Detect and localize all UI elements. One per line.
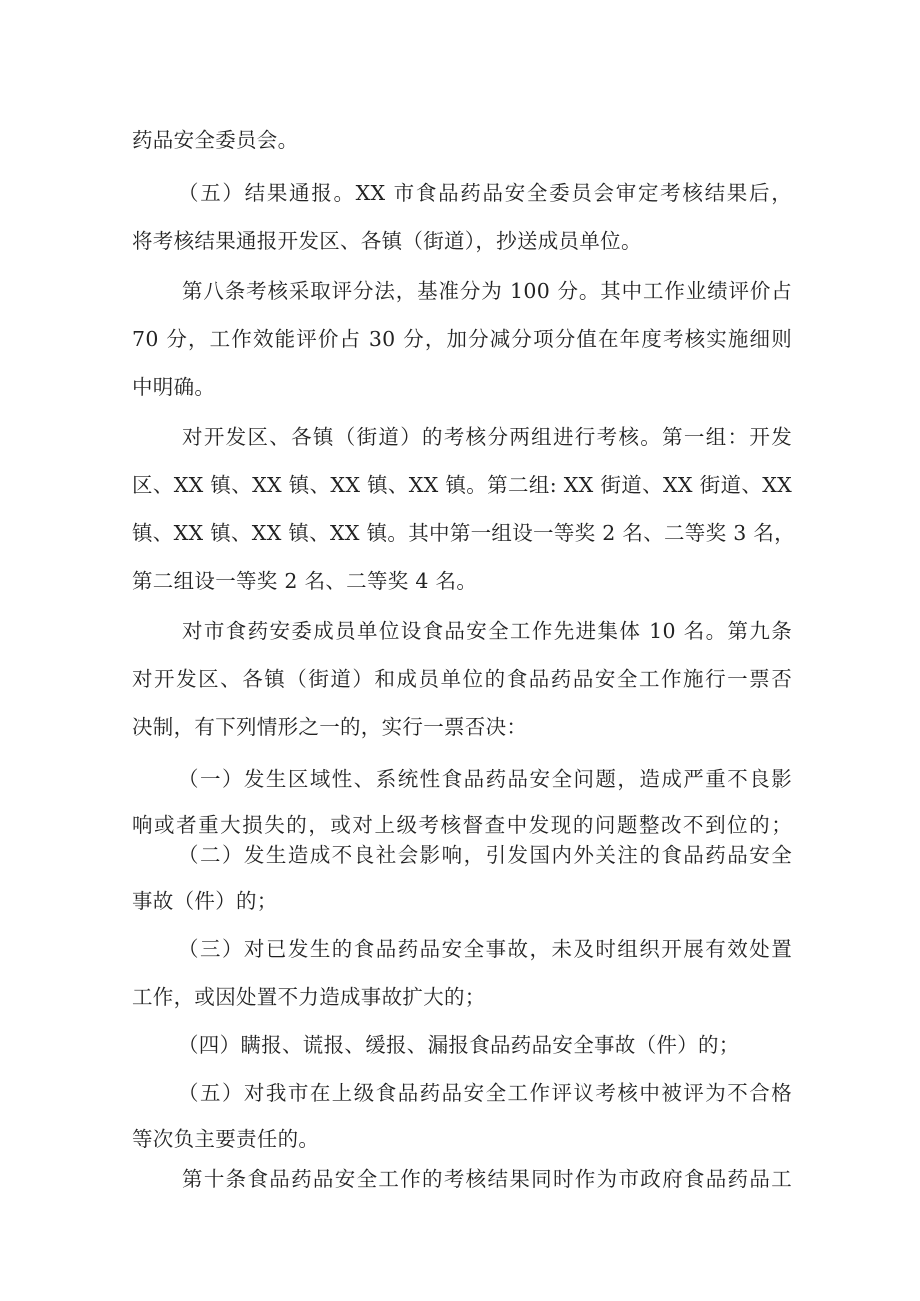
text-line: 第十条食品药品安全工作的考核结果同时作为市政府食品药品工 [182, 1167, 792, 1191]
text-line: 对开发区、各镇（街道）和成员单位的食品药品安全工作施行一票否 [132, 667, 792, 691]
text-line: 等次负主要责任的。 [132, 1127, 320, 1151]
text-line: 药品安全委员会。 [132, 128, 299, 152]
text-line: （一）发生区域性、系统性食品药品安全问题，造成严重不良影 [178, 767, 792, 791]
text-line: 第八条考核采取评分法，基准分为 100 分。其中工作业绩评价占 [182, 279, 792, 303]
text-line: （四）瞒报、谎报、缓报、漏报食品药品安全事故（件）的； [178, 1033, 740, 1057]
text-line: （三）对已发生的食品药品安全事故，未及时组织开展有效处置 [178, 937, 792, 961]
text-line: 70 分，工作效能评价占 30 分，加分减分项分值在年度考核实施细则 [132, 327, 792, 351]
text-line: 区、XX 镇、XX 镇、XX 镇、XX 镇。第二组: XX 街道、XX 街道、XX [132, 473, 792, 497]
text-line: 决制，有下列情形之一的，实行一票否决： [132, 715, 528, 739]
text-line: 镇、XX 镇、XX 镇、XX 镇。其中第一组设一等奖 2 名、二等奖 3 名， [132, 521, 795, 545]
text-line: 工作，或因处置不力造成事故扩大的； [132, 985, 486, 1009]
text-line: （二）发生造成不良社会影响，引发国内外关注的食品药品安全 [178, 843, 792, 867]
text-line: 对市食药安委成员单位设食品安全工作先进集体 10 名。第九条 [182, 619, 792, 643]
text-line: 将考核结果通报开发区、各镇（街道），抄送成员单位。 [132, 229, 642, 253]
text-line: 第二组设一等奖 2 名、二等奖 4 名。 [132, 569, 478, 593]
text-line: 响或者重大损失的，或对上级考核督查中发现的问题整改不到位的； [132, 813, 792, 837]
text-line: 中明确。 [132, 375, 216, 399]
text-line: 事故（件）的； [132, 889, 278, 913]
text-line: 对开发区、各镇（街道）的考核分两组进行考核。第一组：开发 [182, 425, 792, 449]
text-line: （五）对我市在上级食品药品安全工作评议考核中被评为不合格 [178, 1081, 792, 1105]
text-line: （五）结果通报。XX 市食品药品安全委员会审定考核结果后， [178, 181, 792, 205]
